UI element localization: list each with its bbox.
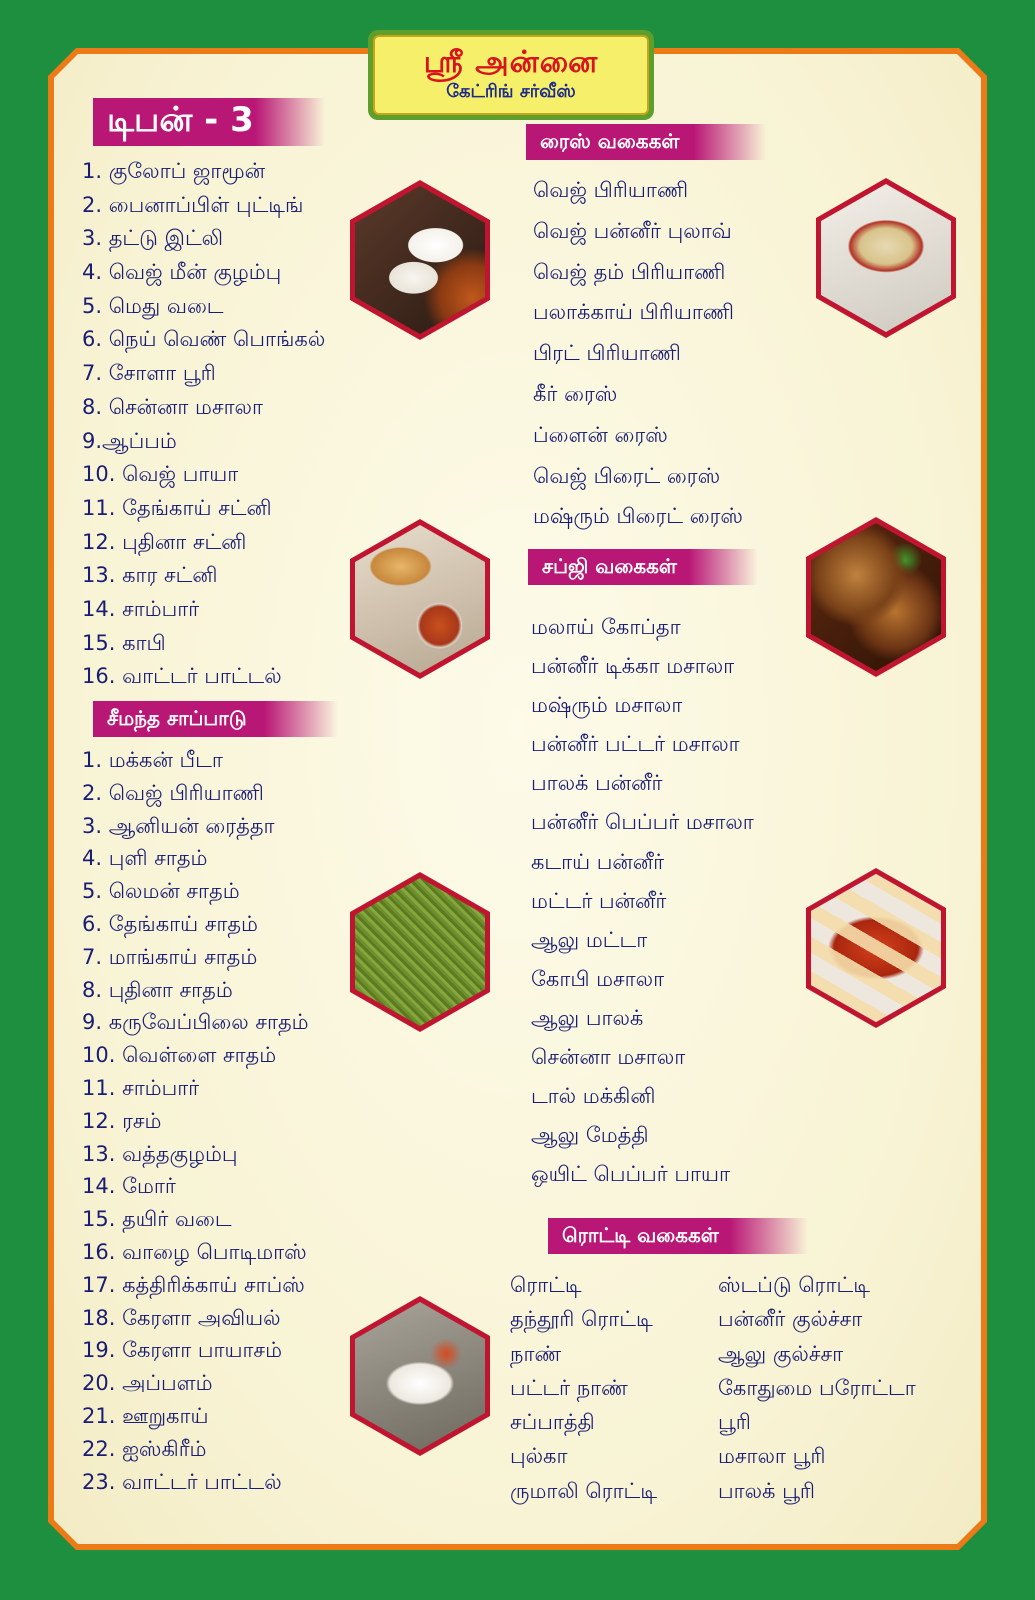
rotti-item: பன்னீர் குல்ச்சா bbox=[718, 1307, 863, 1332]
brand-title: ஸ்ரீ அன்னை bbox=[423, 45, 599, 80]
tiffin-item: 3. தட்டு இட்லி bbox=[82, 226, 224, 251]
tiffin-heading-label: டிபன் - 3 bbox=[107, 100, 254, 140]
seemantha-item: 12. ரசம் bbox=[82, 1108, 162, 1133]
seemantha-item: 21. ஊறுகாய் bbox=[82, 1403, 209, 1428]
seemantha-item: 18. கேரளா அவியல் bbox=[82, 1305, 281, 1330]
tiffin-item: 7. சோளா பூரி bbox=[82, 361, 216, 386]
seemantha-item: 17. கத்திரிக்காய் சாப்ஸ் bbox=[82, 1272, 305, 1297]
rice-item: வெஜ் பிரைட் ரைஸ் bbox=[533, 463, 721, 488]
rotti-list-right bbox=[718, 1268, 958, 1508]
sabji-item: ஆலு மேத்தி bbox=[531, 1123, 649, 1148]
rotti-item: ஆலு குல்ச்சா bbox=[718, 1341, 844, 1366]
sabji-item: பன்னீர் பட்டர் மசாலா bbox=[531, 732, 740, 757]
tiffin-item: 16. வாட்டர் பாட்டல் bbox=[82, 664, 282, 689]
rice-item: வெஜ் தம் பிரியாணி bbox=[533, 259, 726, 284]
rice-item: ப்ளைன் ரைஸ் bbox=[533, 422, 668, 447]
sabji-item: ஆலு பாலக் bbox=[531, 1005, 644, 1030]
seemantha-item: 10. வெள்ளை சாதம் bbox=[82, 1043, 277, 1068]
seemantha-item: 9. கருவேப்பிலை சாதம் bbox=[82, 1010, 309, 1035]
rotti-item: நாண் bbox=[510, 1341, 562, 1366]
rice-item: மஷ்ரும் பிரைட் ரைஸ் bbox=[533, 504, 743, 529]
tiffin-item: 5. மெது வடை bbox=[82, 293, 224, 318]
tiffin-item: 9.ஆப்பம் bbox=[82, 428, 177, 453]
sabji-item: சென்னா மசாலா bbox=[531, 1045, 686, 1070]
seemantha-item: 13. வத்தகுழம்பு bbox=[82, 1141, 238, 1166]
tiffin-item: 12. புதினா சட்னி bbox=[82, 529, 247, 554]
rotti-heading-label: ரொட்டி வகைகள் bbox=[562, 1222, 719, 1247]
sabji-list bbox=[531, 608, 821, 1194]
rotti-item: பூரி bbox=[718, 1410, 751, 1435]
seemantha-item: 19. கேரளா பாயாசம் bbox=[82, 1338, 282, 1363]
tiffin-item: 2. பைனாப்பிள் புட்டிங் bbox=[82, 192, 304, 217]
tiffin-item: 15. காபி bbox=[82, 630, 166, 655]
seemantha-item: 16. வாழை பொடிமாஸ் bbox=[82, 1239, 307, 1264]
rotti-item: கோதுமை பரோட்டா bbox=[718, 1375, 916, 1400]
brand-logo-plate bbox=[373, 35, 649, 115]
seemantha-item: 6. தேங்காய் சாதம் bbox=[82, 911, 258, 936]
seemantha-item: 23. வாட்டர் பாட்டல் bbox=[82, 1469, 282, 1494]
seemantha-item: 7. மாங்காய் சாதம் bbox=[82, 944, 258, 969]
seemantha-item: 20. அப்பளம் bbox=[82, 1371, 213, 1396]
rice-list bbox=[533, 170, 803, 537]
sabji-item: கடாய் பன்னீர் bbox=[531, 849, 665, 874]
sabji-item: மலாய் கோப்தா bbox=[531, 615, 681, 639]
sabji-item: பாலக் பன்னீர் bbox=[531, 771, 663, 796]
sabji-item: ஒயிட் பெப்பர் பாயா bbox=[531, 1162, 730, 1187]
seemantha-heading bbox=[93, 701, 338, 737]
rice-heading-label: ரைஸ் வகைகள் bbox=[540, 128, 680, 153]
sabji-item: கோபி மசாலா bbox=[531, 966, 665, 991]
sabji-heading bbox=[528, 549, 758, 585]
tiffin-item: 10. வெஜ் பாயா bbox=[82, 462, 239, 487]
tiffin-item: 4. வெஜ் மீன் குழம்பு bbox=[82, 260, 282, 285]
sabji-item: மட்டர் பன்னீர் bbox=[531, 888, 667, 913]
seemantha-item: 15. தயிர் வடை bbox=[82, 1207, 232, 1232]
rotti-item: பட்டர் நாண் bbox=[510, 1375, 628, 1400]
rotti-heading bbox=[548, 1218, 808, 1254]
rotti-item: மசாலா பூரி bbox=[718, 1444, 826, 1469]
rotti-item: தந்தூரி ரொட்டி bbox=[510, 1307, 653, 1332]
tiffin-item: 8. சென்னா மசாலா bbox=[82, 394, 263, 419]
tiffin-item: 6. நெய் வெண் பொங்கல் bbox=[82, 327, 326, 352]
rotti-list-left bbox=[510, 1268, 710, 1508]
seemantha-item: 1. மக்கன் பீடா bbox=[82, 748, 223, 772]
seemantha-item: 11. சாம்பார் bbox=[82, 1075, 200, 1100]
seemantha-item: 3. ஆனியன் ரைத்தா bbox=[82, 813, 275, 838]
rotti-item: ருமாலி ரொட்டி bbox=[510, 1478, 657, 1503]
seemantha-item: 14. மோர் bbox=[82, 1174, 176, 1199]
seemantha-item: 5. லெமன் சாதம் bbox=[82, 879, 240, 904]
rotti-item: ரொட்டி bbox=[510, 1273, 582, 1297]
tiffin-heading bbox=[93, 98, 325, 146]
tiffin-item: 1. குலோப் ஜாமூன் bbox=[82, 159, 265, 183]
tiffin-item: 13. கார சட்னி bbox=[82, 563, 218, 588]
seemantha-item: 2. வெஜ் பிரியாணி bbox=[82, 780, 264, 805]
sabji-item: டால் மக்கினி bbox=[531, 1084, 656, 1109]
rotti-item: ஸ்டப்டு ரொட்டி bbox=[718, 1273, 870, 1297]
rotti-item: புல்கா bbox=[510, 1444, 568, 1469]
sabji-heading-label: சப்ஜி வகைகள் bbox=[542, 553, 677, 578]
sabji-item: பன்னீர் பெப்பர் மசாலா bbox=[531, 810, 754, 835]
rice-heading bbox=[526, 124, 766, 160]
sabji-item: மஷ்ரும் மசாலா bbox=[531, 693, 683, 718]
rotti-item: சப்பாத்தி bbox=[510, 1410, 595, 1435]
seemantha-item: 4. புளி சாதம் bbox=[82, 846, 208, 871]
rice-item: வெஜ் பிரியாணி bbox=[533, 178, 689, 202]
seemantha-item: 22. ஐஸ்கிரீம் bbox=[82, 1436, 207, 1461]
seemantha-item: 8. புதினா சாதம் bbox=[82, 977, 233, 1002]
seemantha-heading-label: சீமந்த சாப்பாடு bbox=[107, 705, 247, 730]
brand-subtitle: கேட்ரிங் சர்வீஸ் bbox=[446, 81, 576, 102]
brand-logo bbox=[368, 30, 654, 120]
tiffin-item: 14. சாம்பார் bbox=[82, 596, 200, 621]
rotti-item: பாலக் பூரி bbox=[718, 1478, 816, 1503]
sabji-item: பன்னீர் டிக்கா மசாலா bbox=[531, 654, 735, 679]
tiffin-item: 11. தேங்காய் சட்னி bbox=[82, 495, 272, 520]
sabji-item: ஆலு மட்டா bbox=[531, 927, 648, 952]
rice-item: கீர் ரைஸ் bbox=[533, 381, 618, 406]
rice-item: பிரட் பிரியாணி bbox=[533, 341, 681, 366]
rice-item: வெஜ் பன்னீர் புலாவ் bbox=[533, 218, 732, 243]
rice-item: பலாக்காய் பிரியாணி bbox=[533, 300, 735, 325]
